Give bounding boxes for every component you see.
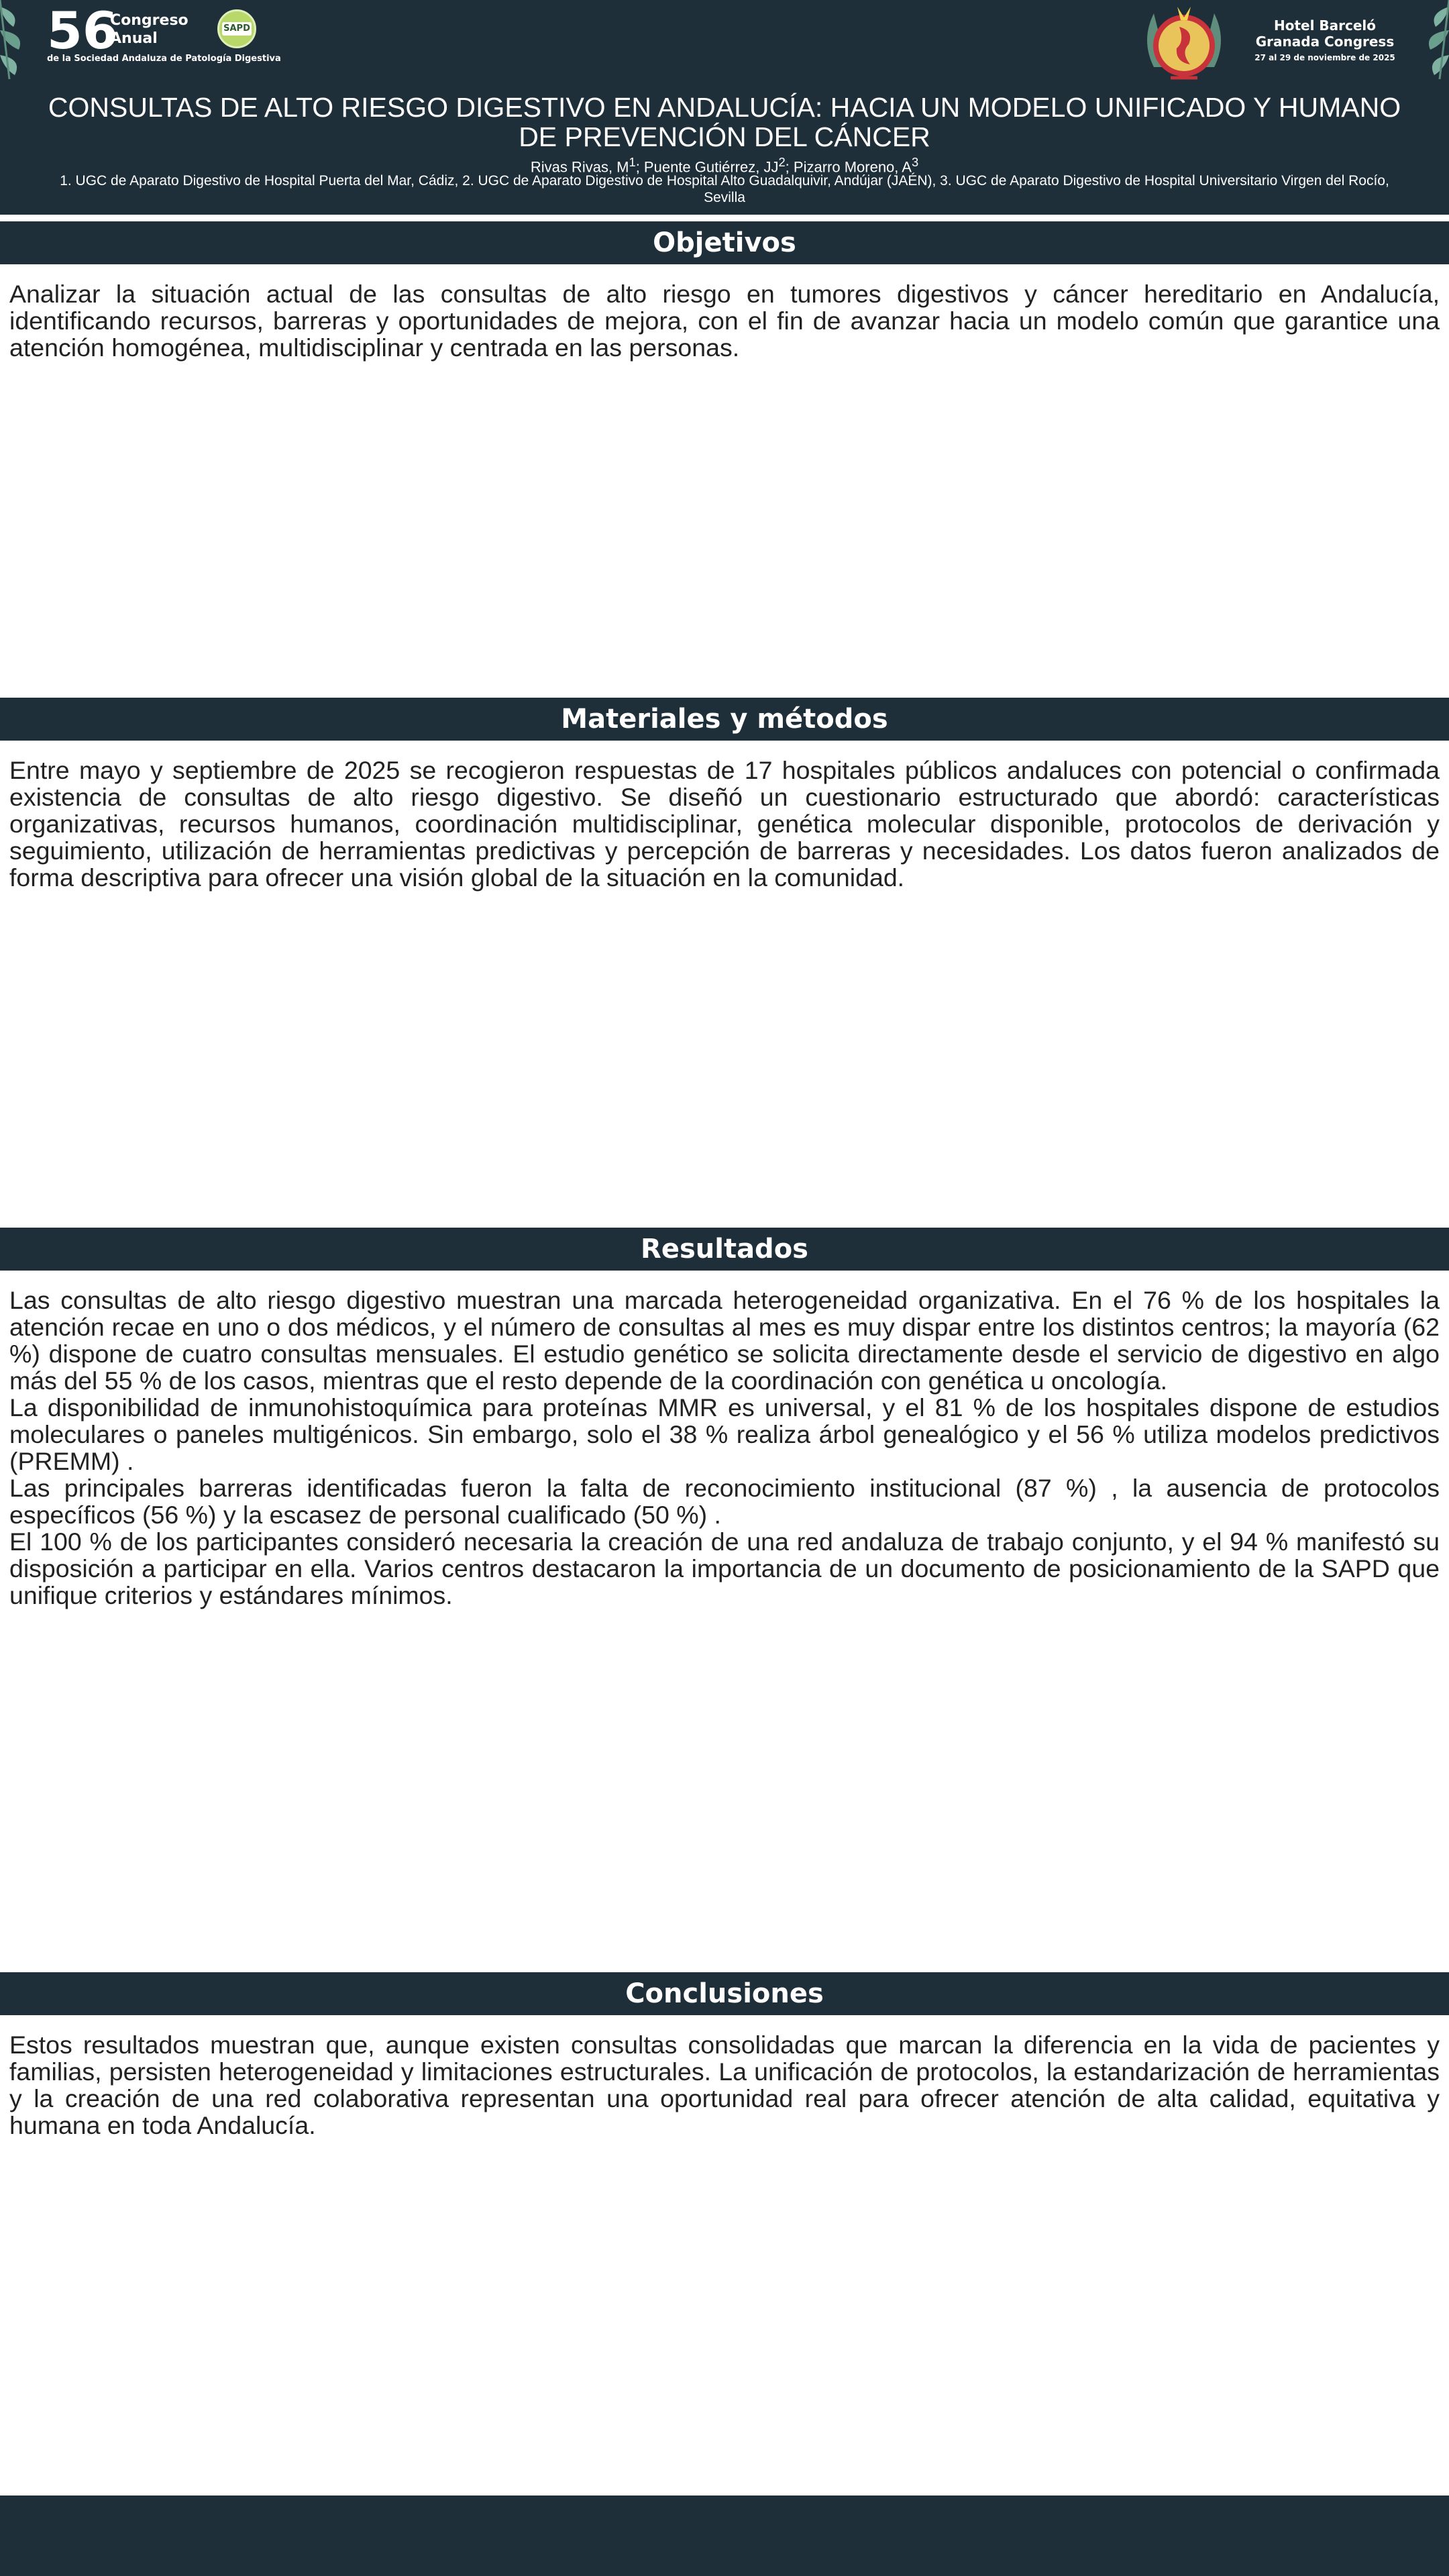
section-text-resultados bbox=[9, 1287, 1440, 1609]
resultados-paragraph-4: El 100 % de los participantes consideró necesaria la creación de una red andaluza de trabajo conjunto, y el 94 % manifestó su disposición a participar en ella. Varios centros destacaron la importancia de un documento de posicionamiento de la SAPD que unifique criterios y estándares mínimos. bbox=[9, 1527, 1440, 1609]
resultados-paragraph-1: Las consultas de alto riesgo digestivo muestran una marcada heterogeneidad organizativa. En el 76 % de los hospitales la atención recae en uno o dos médicos, y el número de consultas al mes es muy dispar entre los distintos centros; la mayoría (62 %) dispone de cuatro consultas mensuales. El estudio genético se solicita directamente desde el servicio de digestivo en algo más del 55 % de los casos, mientras que el resto depende de la coordinación con genética u oncología. bbox=[9, 1286, 1440, 1395]
section-heading-materiales: Materiales y métodos bbox=[0, 698, 1449, 741]
author-2: ; Puente Gutiérrez, JJ bbox=[635, 158, 779, 176]
poster-header bbox=[0, 0, 1449, 215]
venue-name-line-2: Granada Congress bbox=[1255, 34, 1395, 50]
leaf-ornament-right-icon bbox=[1418, 0, 1449, 79]
congress-subtitle: de la Sociedad Andaluza de Patología Digestiva bbox=[47, 54, 281, 64]
author-3: ; Pizarro Moreno, A bbox=[785, 158, 912, 176]
poster-affiliations: 1. UGC de Aparato Digestivo de Hospital Puerta del Mar, Cádiz, 2. UGC de Aparato Digestivo de Hospital Alto Guadalquivir, Andújar (JAÉN), 3. UGC de Aparato Digestivo de Hospital Universitario Virgen del Rocío, Sevilla bbox=[60, 173, 1389, 205]
section-heading-objetivos: Objetivos bbox=[0, 221, 1449, 264]
sapd-logo bbox=[217, 9, 256, 48]
author-1-affiliation: 1 bbox=[629, 155, 636, 169]
granada-emblem-icon bbox=[1140, 0, 1228, 83]
section-text-materiales bbox=[9, 757, 1440, 891]
materiales-paragraph: Entre mayo y septiembre de 2025 se recogieron respuestas de 17 hospitales públicos andaluces con potencial o confirmada existencia de consultas de alto riesgo digestivo. Se diseñó un cuestionario estructurado que abordó: características organizativas, recursos humanos, coordinación multidisciplinar, genética molecular disponible, protocolos de derivación y seguimiento, utilización de herramientas predictivas y percepción de barreras y necesidades. Los datos fueron analizados de forma descriptiva para ofrecer una visión global de la situación en la comunidad. bbox=[9, 756, 1440, 892]
author-1: Rivas Rivas, M bbox=[530, 158, 629, 176]
venue-name-line-1: Hotel Barceló bbox=[1273, 17, 1377, 34]
section-text-objetivos bbox=[9, 280, 1440, 361]
leaf-ornament-left-icon bbox=[0, 0, 31, 79]
congress-number: 56 bbox=[47, 1, 118, 60]
congress-word-1: Congreso bbox=[110, 12, 189, 29]
conclusiones-paragraph: Estos resultados muestran que, aunque existen consultas consolidadas que marcan la diferencia en la vida de pacientes y familias, persisten heterogeneidad y limitaciones estructurales. La unificación de protocolos, la estandarización de herramientas y la creación de una red colaborativa representan una oportunidad real para ofrecer atención de alta calidad, equitativa y humana en toda Andalucía. bbox=[9, 2031, 1440, 2139]
section-text-conclusiones bbox=[9, 2031, 1440, 2139]
sapd-logo-text: SAPD bbox=[222, 22, 252, 36]
section-heading-conclusiones: Conclusiones bbox=[0, 1972, 1449, 2015]
poster-footer bbox=[0, 2496, 1449, 2576]
venue-dates: 27 al 29 de noviembre de 2025 bbox=[1254, 53, 1395, 62]
section-heading-resultados: Resultados bbox=[0, 1228, 1449, 1271]
poster-title: CONSULTAS DE ALTO RIESGO DIGESTIVO EN ANDALUCÍA: HACIA UN MODELO UNIFICADO Y HUMANO DE PREVENCIÓN DEL CÁNCER bbox=[48, 92, 1401, 152]
congress-word-2: Anual bbox=[110, 30, 158, 47]
resultados-paragraph-2: La disponibilidad de inmunohistoquímica para proteínas MMR es universal, y el 81 % de los hospitales dispone de estudios moleculares o paneles multigénicos. Sin embargo, solo el 38 % realiza árbol genealógico y el 56 % utiliza modelos predictivos (PREMM) . bbox=[9, 1393, 1440, 1475]
author-2-affiliation: 2 bbox=[778, 155, 786, 169]
author-3-affiliation: 3 bbox=[911, 155, 919, 169]
resultados-paragraph-3: Las principales barreras identificadas fueron la falta de reconocimiento institucional (87 %) , la ausencia de protocolos específicos (56 %) y la escasez de personal cualificado (50 %) . bbox=[9, 1474, 1440, 1529]
objetivos-paragraph: Analizar la situación actual de las consultas de alto riesgo en tumores digestivos y cáncer hereditario en Andalucía, identificando recursos, barreras y oportunidades de mejora, con el fin de avanzar hacia un modelo común que garantice una atención homogénea, multidisciplinar y centrada en las personas. bbox=[9, 280, 1440, 362]
